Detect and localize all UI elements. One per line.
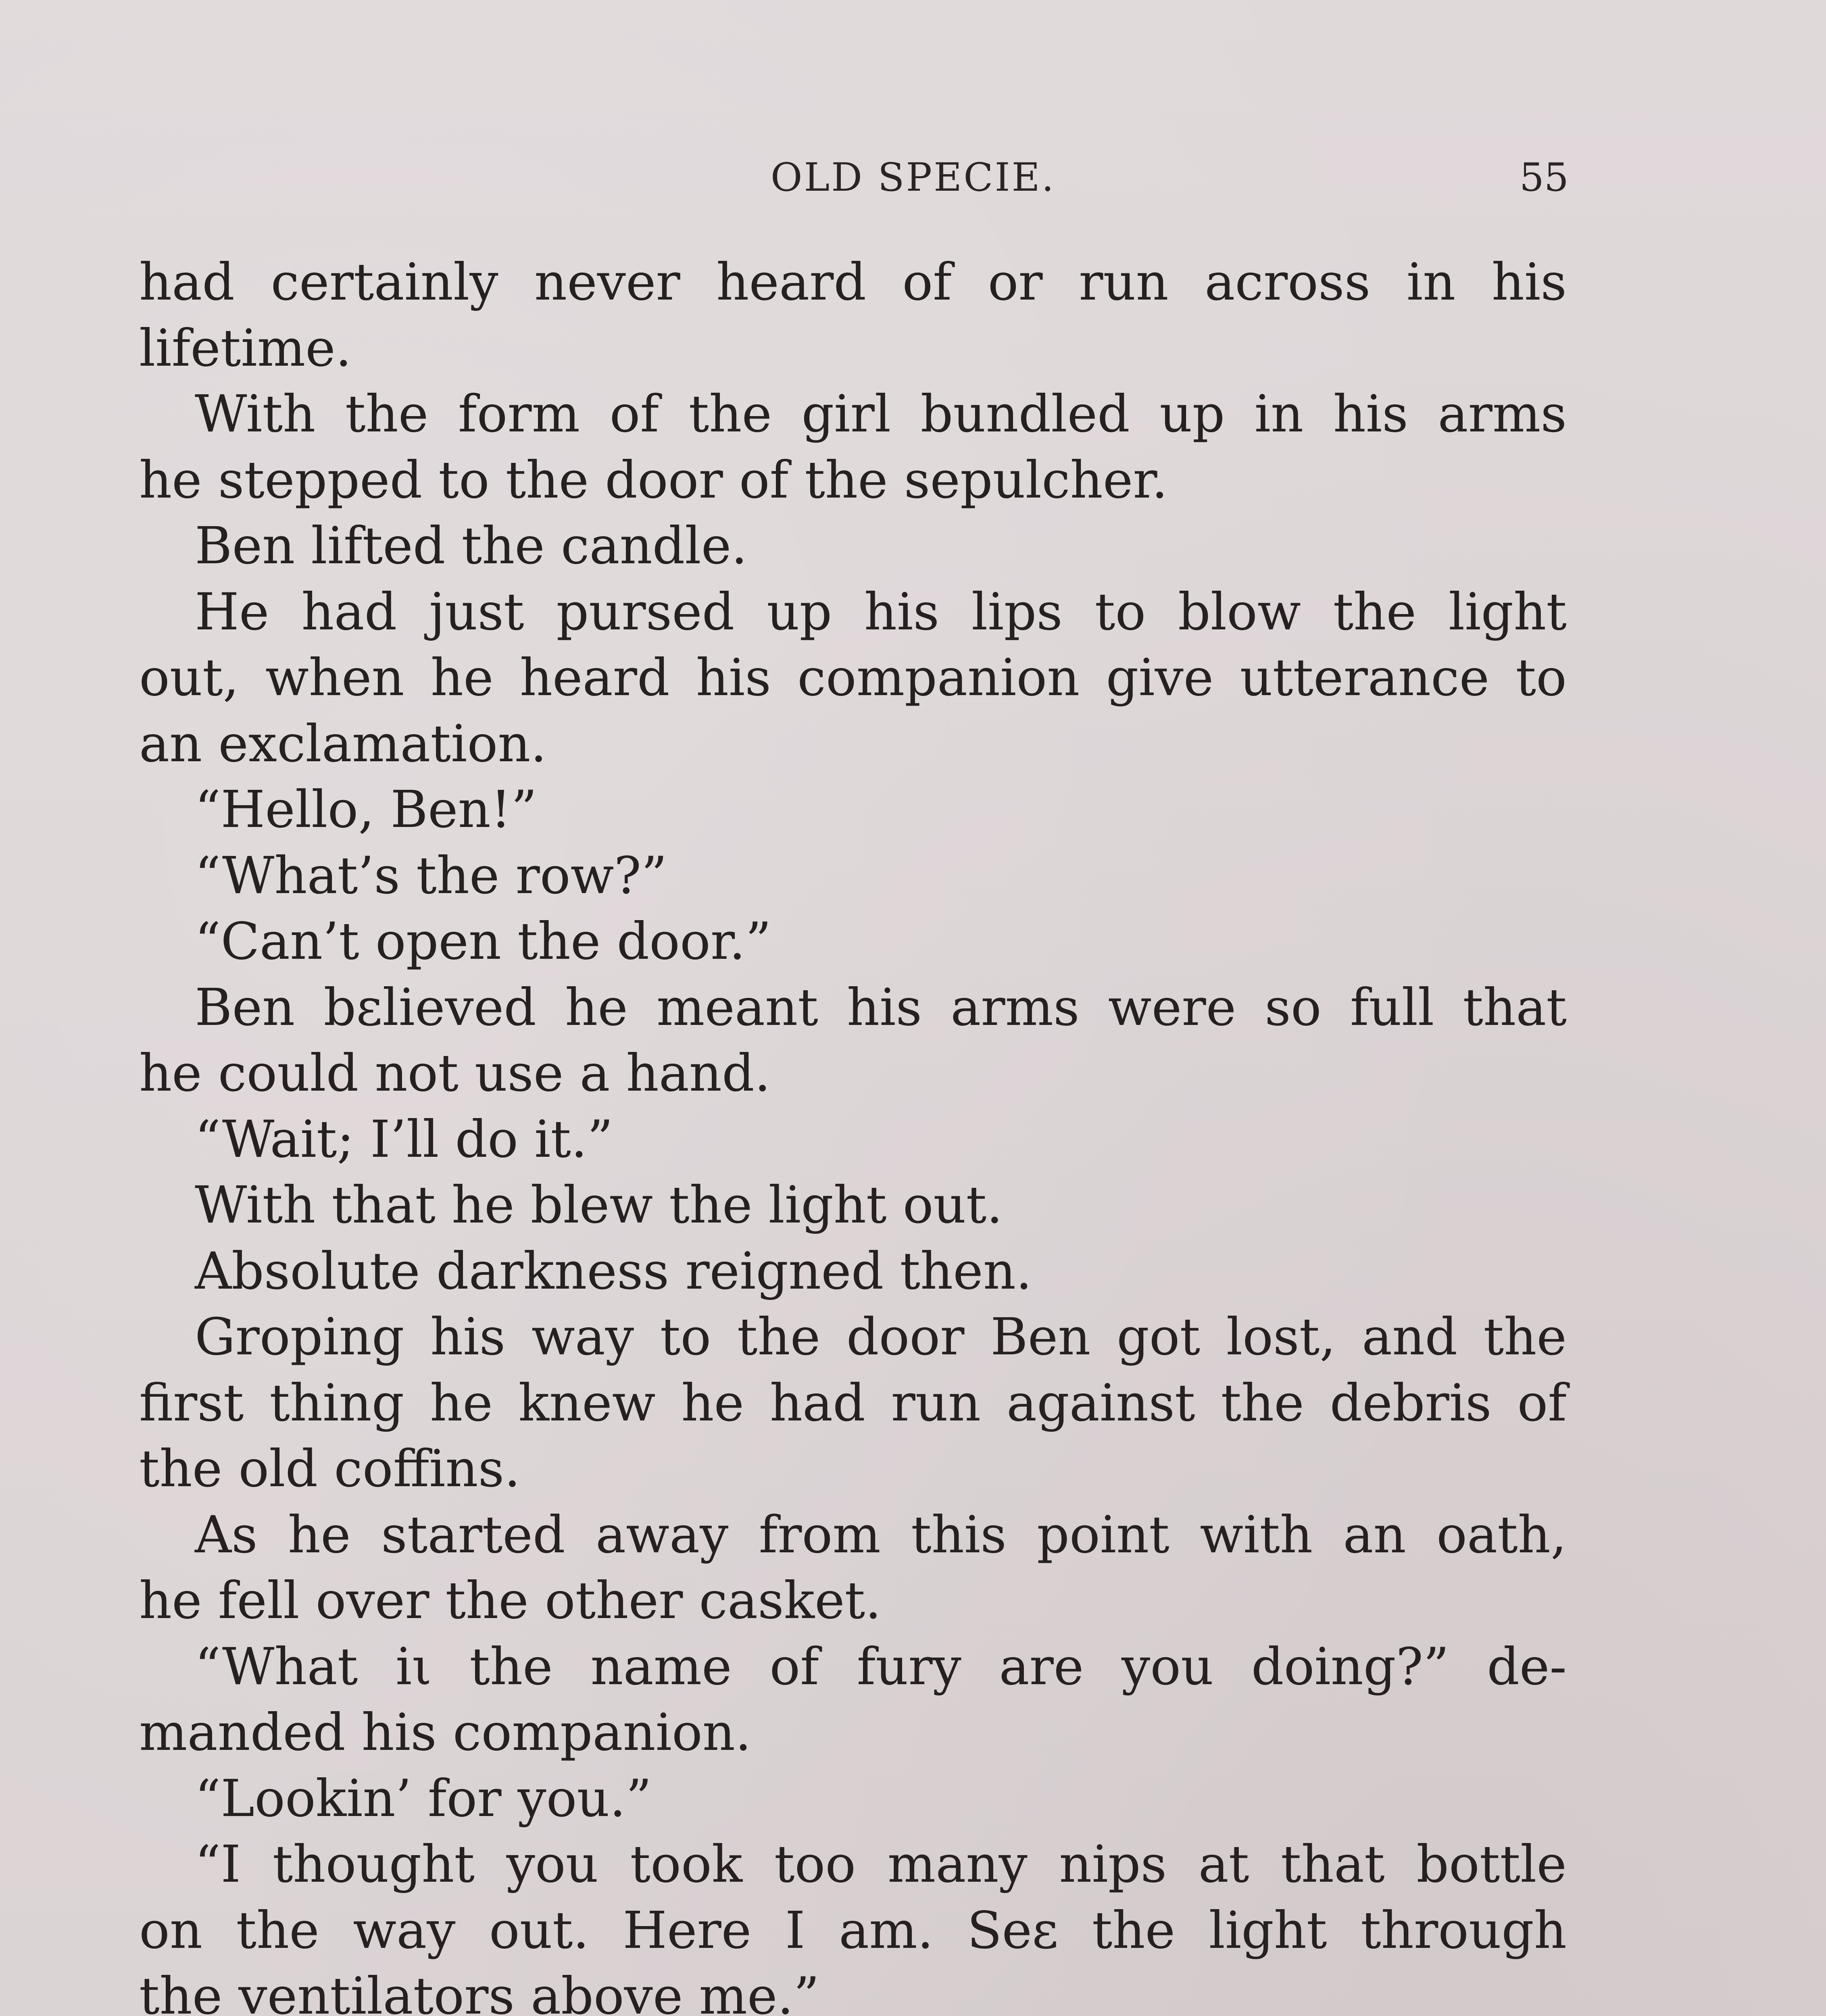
text-line: He had just pursed up his lips to blow the light <box>195 582 1567 641</box>
text-line: the old coffins. <box>139 1439 521 1498</box>
text-line: “Wait; I’ll do it.” <box>195 1109 613 1169</box>
text-line: had certainly never heard of or run across in his <box>139 252 1567 312</box>
text-line: “Can’t open the door.” <box>195 912 771 971</box>
text-line: Ben lifted the candle. <box>195 516 748 575</box>
text-line: out, when he heard his companion give utterance to <box>139 648 1567 707</box>
text-line: “Lookin’ for you.” <box>195 1768 652 1828</box>
text-line: Groping his way to the door Ben got lost, and the <box>195 1307 1567 1366</box>
text-line: he fell over the other casket. <box>139 1571 882 1630</box>
text-line: first thing he knew he had run against the debris of <box>139 1373 1567 1433</box>
running-head <box>0 147 1826 208</box>
text-line: he stepped to the door of the sepulcher. <box>139 450 1168 510</box>
text-line: the ventilators above me.” <box>139 1966 820 2016</box>
text-line: Ben bεlieved he meant his arms were so full that <box>195 977 1567 1037</box>
text-line: he could not use a hand. <box>139 1043 771 1103</box>
text-line: “Hello, Ben!” <box>195 780 537 839</box>
text-line: “What’s the row?” <box>195 846 667 905</box>
text-line: With that he blew the light out. <box>195 1175 1003 1235</box>
text-line: on the way out. Here I am. Seε the light through <box>139 1900 1567 1960</box>
page-number: 55 <box>1519 155 1569 200</box>
running-title: OLD SPECIE. <box>770 155 1056 200</box>
text-line: Absolute darkness reigned then. <box>195 1241 1032 1301</box>
text-line: an exclamation. <box>139 714 547 773</box>
text-line: “What iι the name of fury are you doing?” de- <box>195 1637 1567 1696</box>
body-text <box>139 249 1567 2016</box>
text-line: lifetime. <box>139 318 352 378</box>
text-line: “I thought you took too many nips at that bottle <box>195 1835 1567 1894</box>
text-line: With the form of the girl bundled up in his arms <box>195 384 1567 444</box>
text-line: manded his companion. <box>139 1703 752 1762</box>
text-line: As he started away from this point with an oath, <box>195 1505 1567 1564</box>
